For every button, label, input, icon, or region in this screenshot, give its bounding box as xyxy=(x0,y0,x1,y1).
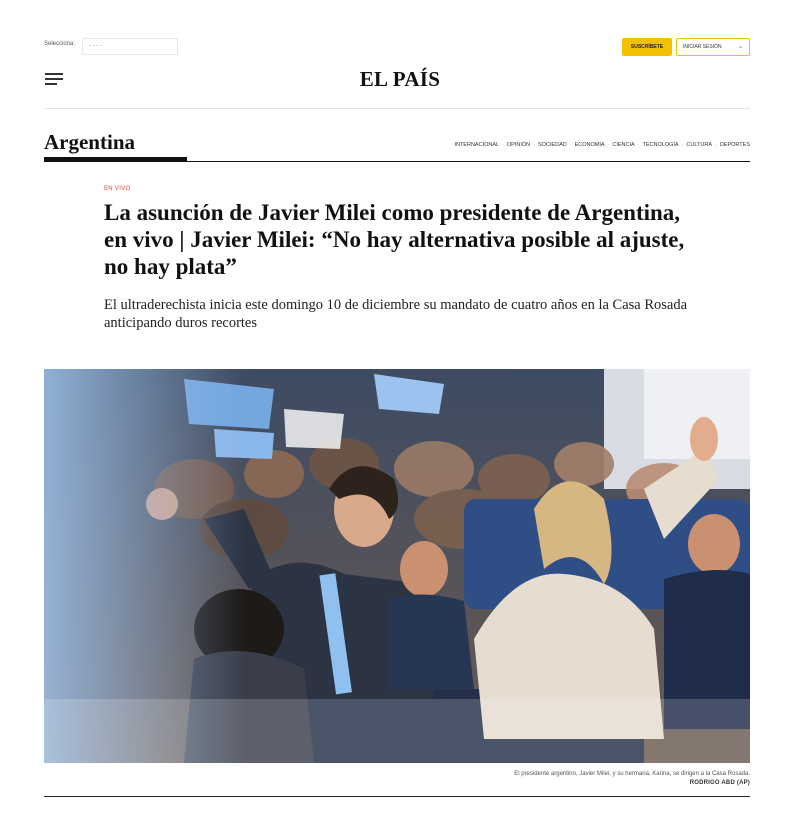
subnav-separator: · xyxy=(502,142,504,148)
subnav-item-tecnologia[interactable]: TECNOLOGÍA xyxy=(642,142,679,148)
lead-photo xyxy=(44,369,750,763)
subnav-item-deportes[interactable]: DEPORTES xyxy=(719,142,750,148)
photo-credit: RODRIGO ABD (AP) xyxy=(689,780,750,786)
lead-photo-illustration xyxy=(44,369,750,763)
subnav-item-cultura[interactable]: CULTURA xyxy=(686,142,712,148)
login-button[interactable] xyxy=(676,38,750,56)
subnav-item-economia[interactable]: ECONOMÍA xyxy=(574,142,605,148)
subnav-separator: · xyxy=(533,142,535,148)
header-divider xyxy=(44,108,750,109)
subnav-item-internacional[interactable]: INTERNACIONAL xyxy=(454,142,500,148)
section-divider xyxy=(44,161,750,162)
chevron-down-icon: ⌄ xyxy=(737,44,743,50)
subnav-separator: · xyxy=(569,142,572,148)
section-subnav xyxy=(454,142,750,148)
edition-label: Selecciona: xyxy=(44,41,76,47)
subnav-separator: · xyxy=(637,142,640,148)
subnav-item-opinion[interactable]: OPINIÓN xyxy=(506,142,531,148)
article-summary: El ultraderechista inicia este domingo 10 de diciembre su mandato de cuatro años en la Casa Rosada anticipando duros recortes xyxy=(104,297,688,331)
subnav-item-sociedad[interactable]: SOCIEDAD xyxy=(537,142,567,148)
login-button-label: INICIAR SESIÓN xyxy=(683,44,722,50)
section-title[interactable]: Argentina xyxy=(44,130,135,154)
subnav-separator: · xyxy=(607,142,610,148)
subnav-separator: · xyxy=(681,142,684,148)
article-bottom-divider xyxy=(44,796,750,797)
site-logo[interactable]: EL PAÍS xyxy=(359,67,441,91)
subscribe-button[interactable]: SUSCRÍBETE xyxy=(622,38,672,56)
article-headline: La asunción de Javier Milei como presidente de Argentina, en vivo | Javier Milei: “No hay alternativa posible al ajuste, no hay plata” xyxy=(104,200,685,279)
photo-caption-text: El presidente argentino, Javier Milei, y su hermana, Karina, se dirigen a la Casa Rosada. xyxy=(514,771,750,777)
subnav-item-ciencia[interactable]: CIENCIA xyxy=(612,142,635,148)
live-kicker: EN VIVO xyxy=(104,186,131,192)
subnav-separator: · xyxy=(715,142,717,148)
edition-select[interactable]: - - - - xyxy=(82,38,178,55)
top-bar xyxy=(44,38,750,56)
photo-caption xyxy=(514,770,750,788)
